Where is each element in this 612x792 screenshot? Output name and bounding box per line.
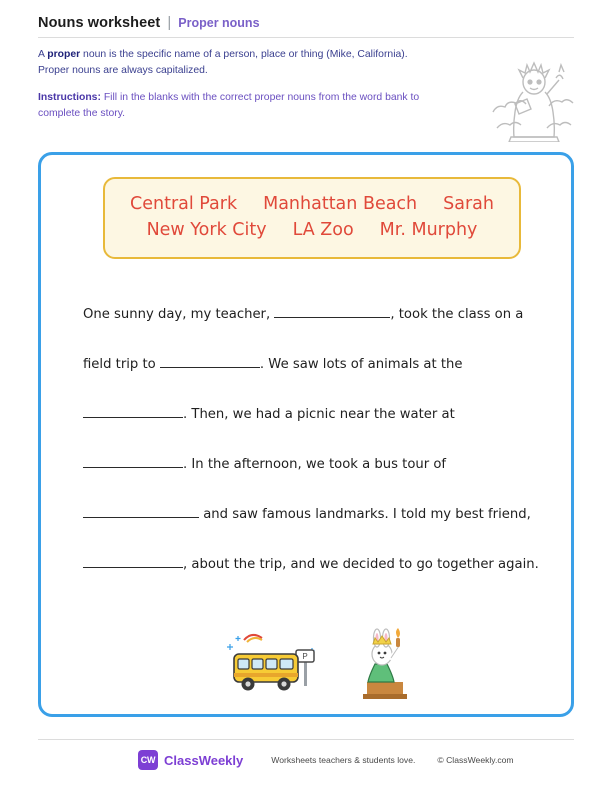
title-separator: | <box>167 14 172 31</box>
word-bank-row-1 <box>115 191 509 217</box>
instructions-body: Fill in the blanks with the correct proper nouns from the word bank to complete the story. <box>38 92 420 119</box>
word-bank-item[interactable]: Manhattan Beach <box>263 194 418 214</box>
worksheet-card <box>38 152 574 717</box>
title-subtitle: Proper nouns <box>178 16 260 30</box>
answer-blank-3[interactable] <box>83 417 183 418</box>
story-segment-2: , took the class on a field trip to <box>83 307 524 372</box>
page-title <box>38 14 574 31</box>
bunny-statue-icon <box>351 620 421 700</box>
word-bank-item[interactable]: Sarah <box>443 194 494 214</box>
word-bank <box>103 177 521 259</box>
word-bank-item[interactable]: New York City <box>146 220 267 240</box>
svg-text:P: P <box>302 652 308 661</box>
footer-copyright: © ClassWeekly.com <box>437 755 514 765</box>
story-segment-1: One sunny day, my teacher, <box>83 307 271 322</box>
word-bank-item[interactable]: Central Park <box>130 194 238 214</box>
answer-blank-6[interactable] <box>83 567 183 568</box>
school-bus-icon <box>216 628 326 700</box>
answer-blank-1[interactable] <box>274 317 390 318</box>
statue-of-liberty-icon <box>487 42 582 142</box>
brand-name: ClassWeekly <box>164 752 244 768</box>
answer-blank-5[interactable] <box>83 517 199 518</box>
word-bank-item[interactable]: LA Zoo <box>292 220 354 240</box>
footer-divider <box>38 739 574 740</box>
story-text <box>83 290 543 590</box>
intro-text <box>38 47 438 79</box>
instructions-label: Instructions: <box>38 92 101 103</box>
intro-rest: noun is the specific name of a person, place or thing (Mike, California). Proper nouns are always capitalized. <box>38 49 408 76</box>
footer <box>38 739 574 770</box>
footer-tagline: Worksheets teachers & students love. <box>271 755 416 765</box>
story-segment-3: . We saw lots of animals at the <box>259 357 463 372</box>
story-segment-7: , about the trip, and we decided to go together again. <box>183 557 539 572</box>
brand[interactable] <box>138 750 243 770</box>
title-main: Nouns worksheet <box>38 15 161 31</box>
word-bank-row-2 <box>115 217 509 243</box>
intro-prefix: A <box>38 49 48 60</box>
header-divider <box>38 37 574 38</box>
answer-blank-2[interactable] <box>160 367 260 368</box>
story-segment-5: . In the afternoon, we took a bus tour of <box>183 457 447 472</box>
brand-logo-icon: CW <box>138 750 158 770</box>
illustration-row <box>41 624 571 704</box>
word-bank-item[interactable]: Mr. Murphy <box>379 220 478 240</box>
intro-bold-word: proper <box>47 49 81 60</box>
instructions-text <box>38 90 453 121</box>
answer-blank-4[interactable] <box>83 467 183 468</box>
story-segment-6: and saw famous landmarks. I told my best friend, <box>203 507 531 522</box>
story-segment-4: . Then, we had a picnic near the water at <box>183 407 455 422</box>
